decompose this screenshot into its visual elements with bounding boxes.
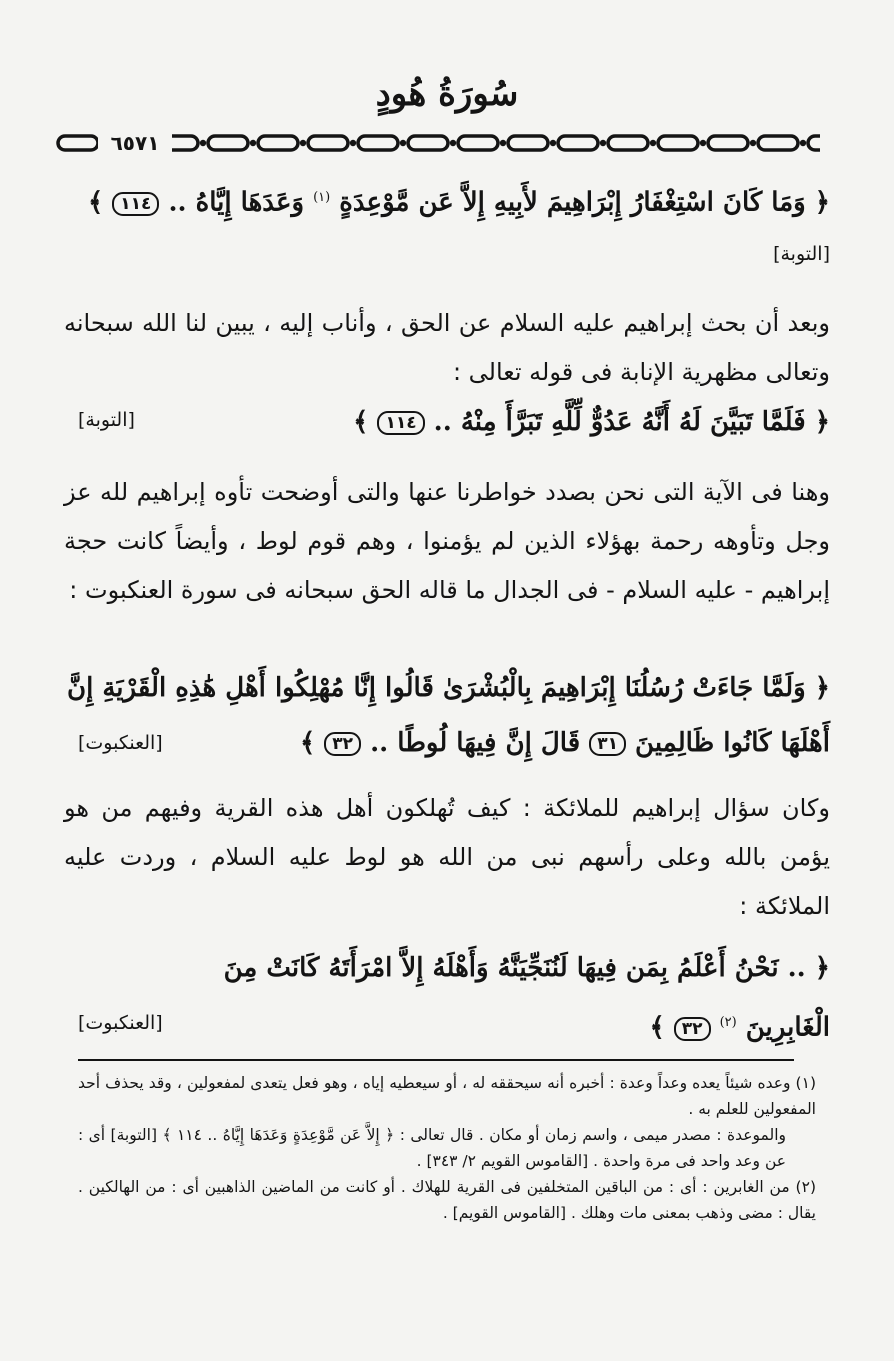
verse-number: ١١٤	[377, 411, 424, 435]
footnote-1: (١) وعده شيئاً يعده وعداً وعدة : أخبره أنه سيحققه له ، أو سيعطيه إياه ، وهو فعل يتعدى لمفعولين ، وقد يحذف أحد المفعولين للعلم به .	[78, 1074, 816, 1118]
surah-reference: [العنكبوت]	[78, 732, 163, 754]
chain-link	[708, 136, 748, 150]
quran-verse-2	[240, 394, 830, 450]
chain-dot	[800, 140, 806, 146]
chain-link	[408, 136, 448, 150]
chain-link	[58, 136, 98, 150]
chain-dot	[450, 140, 456, 146]
verse-number: ١١٤	[112, 192, 159, 216]
verse-number-b: ٣٢	[324, 732, 361, 756]
chain-dot	[550, 140, 556, 146]
chain-dot	[300, 140, 306, 146]
verse-text: الْغَابِرِينَ	[745, 1012, 830, 1043]
quran-verse-1	[60, 170, 830, 231]
footnote-ref-2: (٢)	[719, 1015, 737, 1030]
verse-text: ﴿ فَلَمَّا تَبَيَّنَ لَهُ أَنَّهُ عَدُوٌّ لِّلَّهِ تَبَرَّأَ مِنْهُ ..	[433, 407, 830, 437]
footnote-ref-1: (١)	[313, 190, 331, 205]
quran-verse-3-line-2	[240, 715, 830, 771]
chain-dot	[750, 140, 756, 146]
chain-link	[258, 136, 298, 150]
surah-reference: [التوبة]	[773, 243, 830, 265]
chain-link	[558, 136, 598, 150]
chain-link	[658, 136, 698, 150]
chain-link	[608, 136, 648, 150]
paragraph-text: وكان سؤال إبراهيم للملائكة : كيف تُهلكون أهل هذه القرية وفيهم من هو يؤمن بالله وعلى رأسهم نبى من الله هو لوط عليه السلام ، وردت عليه الملائكة :	[64, 794, 830, 920]
prose-paragraph-2	[64, 468, 830, 615]
footnote-1-continued: والموعدة : مصدر ميمى ، واسم زمان أو مكان . قال تعالى : ﴿ إِلاَّ عَن مَّوْعِدَةٍ وَعَدَهَا إِيَّاهُ .. ١١٤ ﴾ [التوبة] أى : عن وعد واحد فى مرة واحدة . [القاموس القويم ٢/ ٣٤٣] .	[78, 1126, 786, 1170]
verse-text: أَهْلَهَا كَانُوا ظَالِمِينَ	[635, 728, 830, 758]
paragraph-text: وبعد أن بحث إبراهيم عليه السلام عن الحق ، وأناب إليه ، يبين لنا الله سبحانه وتعالى مظهرية الإنابة فى قوله تعالى :	[64, 309, 830, 386]
chain-dot	[700, 140, 706, 146]
verse-text: ﴿ وَلَمَّا جَاءَتْ رُسُلُنَا إِبْرَاهِيمَ بِالْبُشْرَىٰ قَالُوا إِنَّا مُهْلِكُوا أَهْلِ هَٰذِهِ الْقَرْيَةِ إِنَّ	[67, 673, 830, 703]
chain-dot	[250, 140, 256, 146]
verse-close-bracket: ﴾	[649, 1012, 665, 1043]
verse-close-bracket: ﴾	[353, 407, 369, 437]
quran-verse-3-line-1	[60, 660, 830, 716]
footnote-divider	[78, 1059, 794, 1061]
prose-paragraph-1	[64, 299, 830, 397]
surah-reference: [العنكبوت]	[78, 1012, 163, 1034]
prose-paragraph-3	[64, 784, 830, 931]
chain-dot	[400, 140, 406, 146]
chain-link	[508, 136, 548, 150]
verse-close-bracket: ﴾	[87, 187, 104, 218]
verse-text: ﴿ وَمَا كَانَ اسْتِغْفَارُ إِبْرَاهِيمَ لأَبِيهِ إِلاَّ عَن مَّوْعِدَةٍ	[339, 187, 830, 218]
chain-dot	[350, 140, 356, 146]
chain-link	[358, 136, 398, 150]
verse-close-bracket: ﴾	[300, 728, 316, 758]
chain-link	[208, 136, 248, 150]
chain-dot	[200, 140, 206, 146]
footnotes	[78, 1070, 816, 1226]
chain-dot	[600, 140, 606, 146]
quran-verse-4-line-1	[60, 940, 830, 996]
chain-dot	[500, 140, 506, 146]
surah-reference: [التوبة]	[78, 409, 135, 431]
page-number: ٦٥٧١	[98, 131, 172, 155]
verse-number-a: ٣١	[589, 732, 626, 756]
chain-link	[808, 136, 820, 150]
chain-link	[308, 136, 348, 150]
footnote-2: (٢) من الغابرين : أى : من الباقين المتخلفين فى القرية للهلاك . أو كانت من الماضين الذاهبين أى : من الهالكين . يقال : مضى وذهب بمعنى مات وهلك . [القاموس القويم] .	[78, 1178, 816, 1222]
chain-link	[758, 136, 798, 150]
verse-number: ٣٢	[674, 1017, 711, 1041]
verse-text: ﴿ .. نَحْنُ أَعْلَمُ بِمَن فِيهَا لَنُنَجِّيَنَّهُ وَأَهْلَهُ إِلاَّ امْرَأَتَهُ كَانَتْ مِنَ	[223, 953, 830, 983]
chain-dot	[650, 140, 656, 146]
verse-text-after: وَعَدَهَا إِيَّاهُ ..	[168, 187, 305, 218]
quran-verse-4-line-2	[300, 995, 830, 1056]
verse-text-b: قَالَ إِنَّ فِيهَا لُوطًا ..	[370, 728, 581, 758]
paragraph-text: وهنا فى الآية التى نحن بصدد خواطرنا عنها والتى أوضحت تأوه إبراهيم لله عز وجل وتأوهه رحمة بهؤلاء الذين لم يؤمنوا ، وهم قوم لوط ، وأيضاً كانت حجة إبراهيم - عليه السلام - فى الجدال ما قاله الحق سبحانه فى سورة العنكبوت :	[64, 478, 830, 604]
chain-link	[458, 136, 498, 150]
surah-title: سُورَةُ هُودٍ	[375, 74, 519, 114]
